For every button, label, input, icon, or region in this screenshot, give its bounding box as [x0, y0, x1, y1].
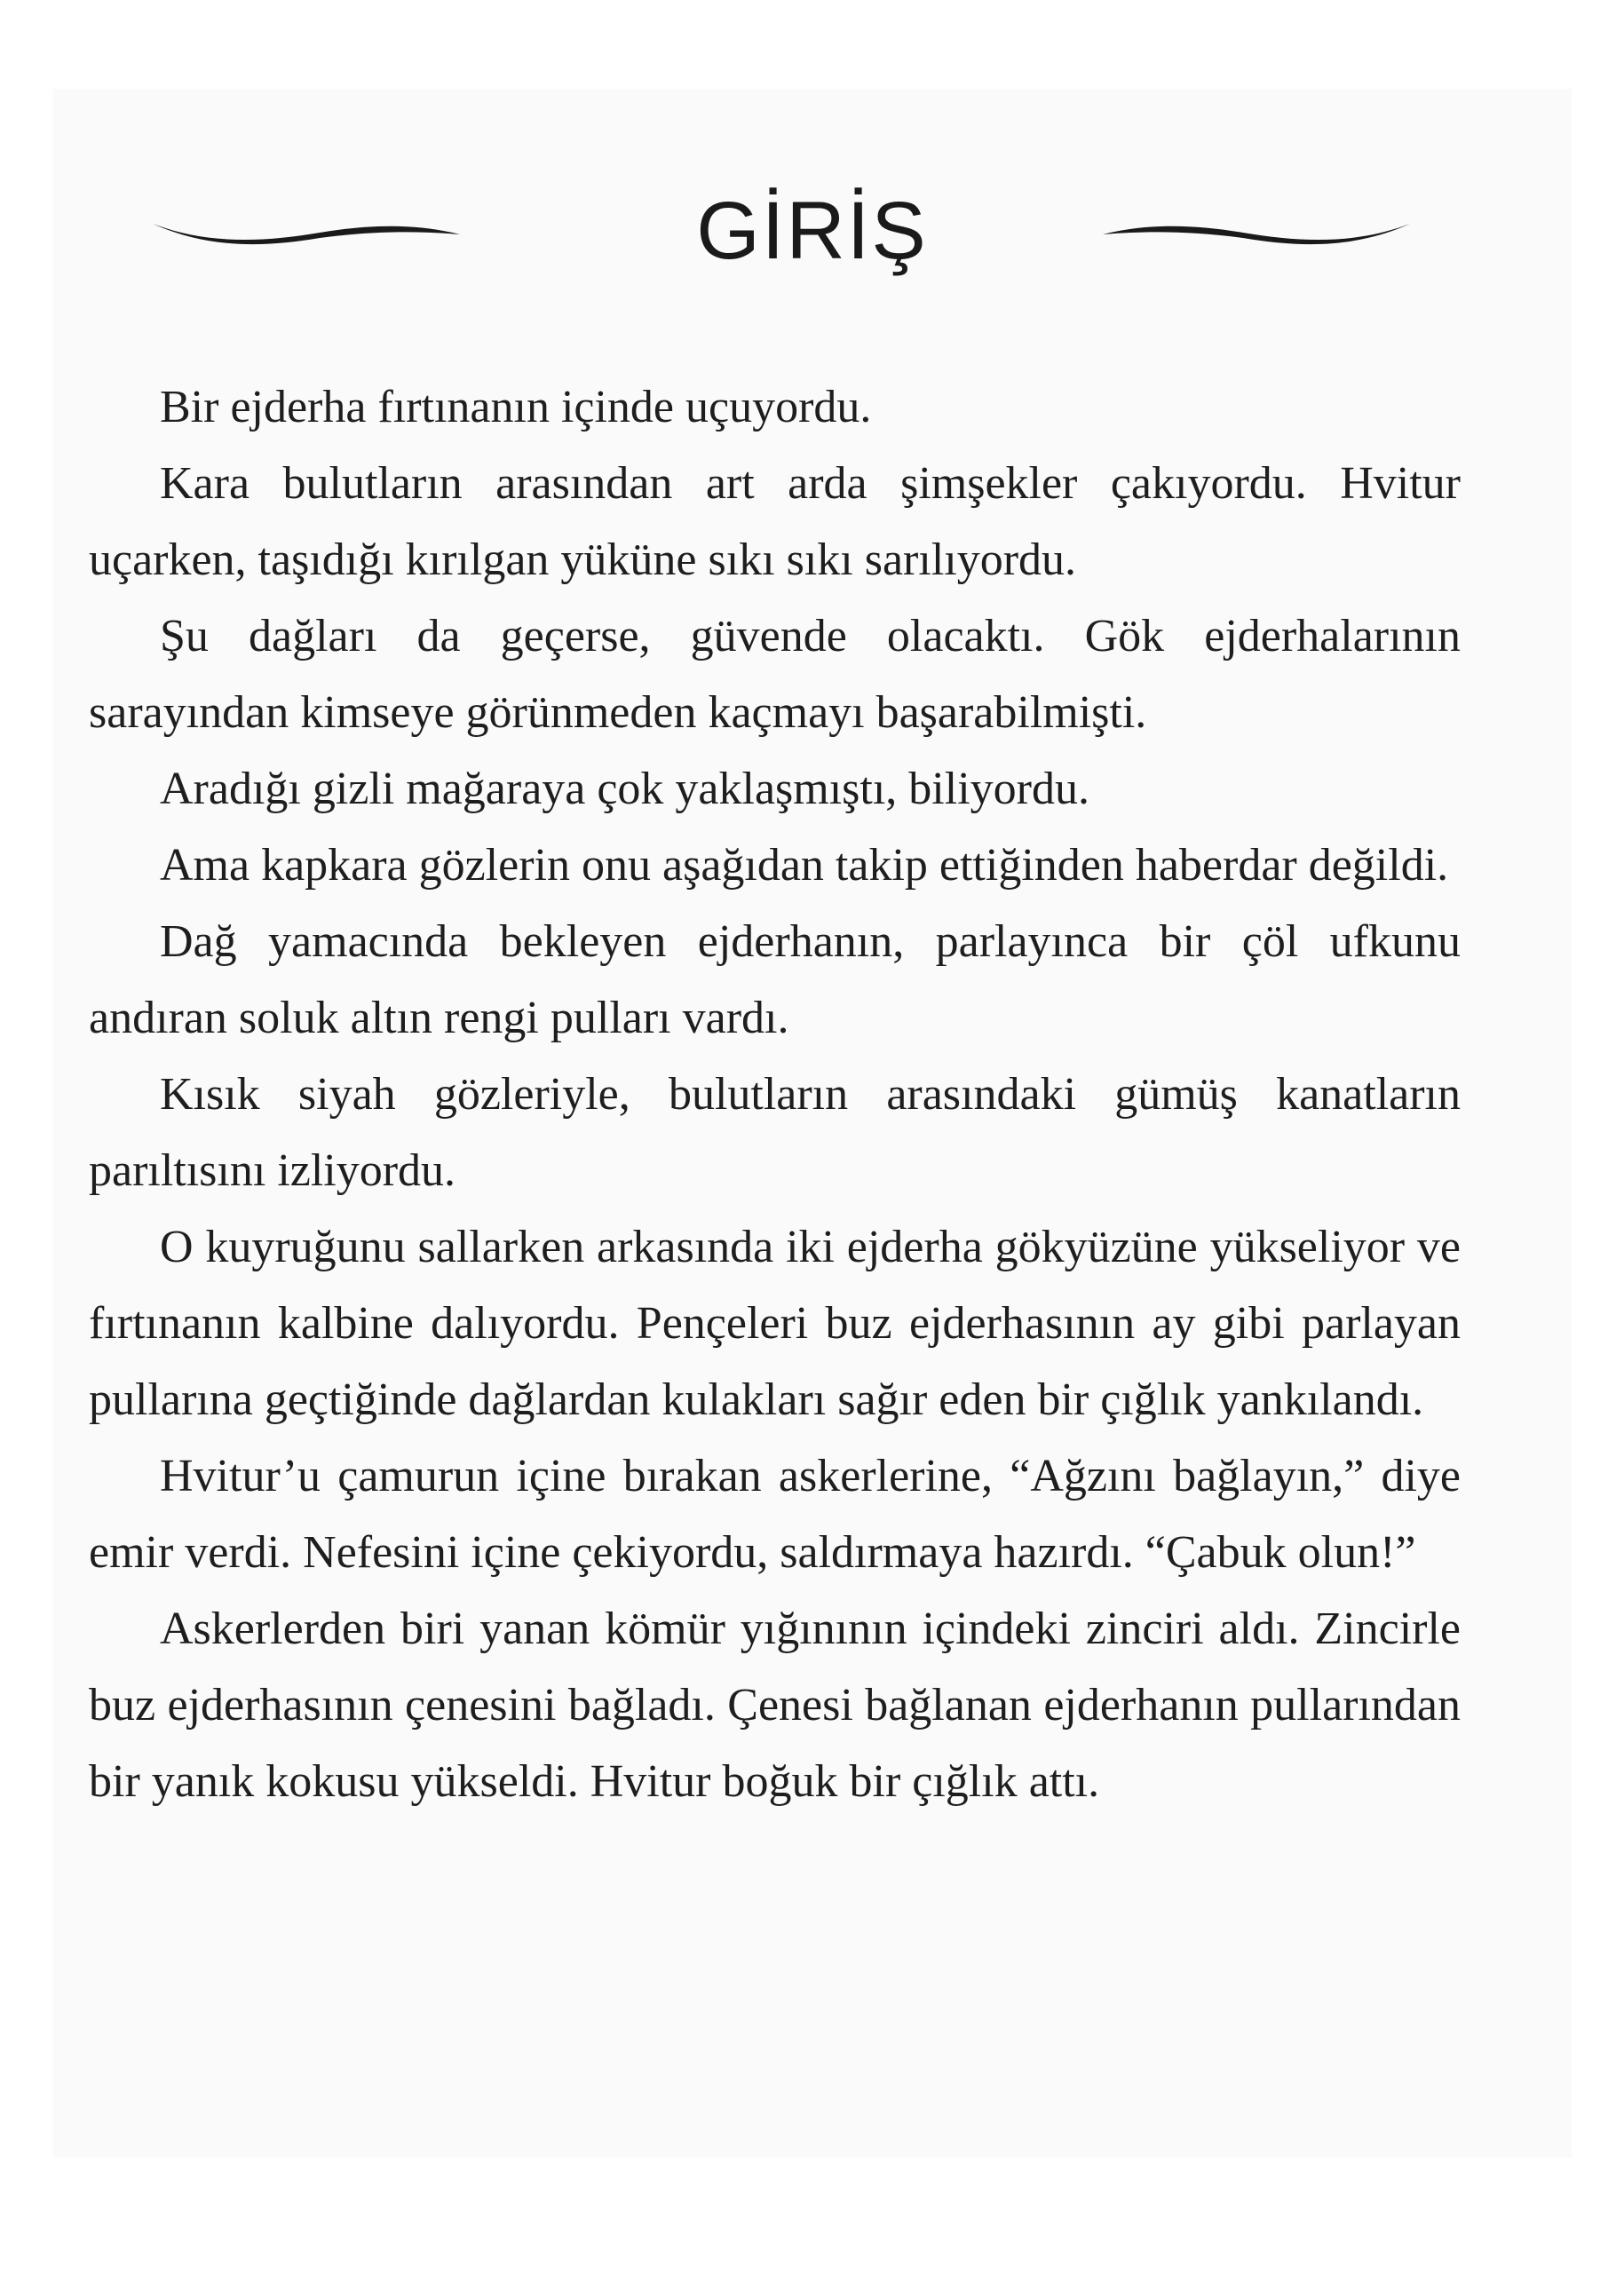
chapter-header: [0, 178, 1624, 302]
right-flourish-ornament: [1101, 213, 1412, 249]
paragraph: Kara bulutların arasından art arda şimşekler çakıyordu. Hvitur uçarken, taşıdığı kırılgan yüküne sıkı sıkı sarılıyordu.: [89, 458, 1461, 585]
paragraph: Şu dağları da geçerse, güvende olacaktı. Gök ejderhalarının sarayından kimseye görünmeden kaçmayı başarabilmişti.: [89, 611, 1461, 738]
paragraph: Aradığı gizli mağaraya çok yaklaşmıştı, biliyordu.: [160, 764, 1089, 814]
paragraph: Dağ yamacında bekleyen ejderhanın, parlayınca bir çöl ufkunu andıran soluk altın rengi pulları vardı.: [89, 916, 1461, 1043]
paragraph: Ama kapkara gözlerin onu aşağıdan takip ettiğinden haberdar değildi.: [160, 840, 1449, 891]
paragraph: Bir ejderha fırtınanın içinde uçuyordu.: [160, 382, 872, 432]
paragraph: Hvitur’u çamurun içine bırakan askerlerine, “Ağzını bağlayın,” diye emir verdi. Nefesini içine çekiyordu, saldırmaya hazırdı. “Çabuk olun!”: [89, 1451, 1461, 1578]
paragraph: Askerlerden biri yanan kömür yığınının içindeki zinciri aldı. Zincirle buz ejderhasının çenesini bağladı. Çenesi bağlanan ejderhanın pullarından bir yanık kokusu yükseldi. Hvitur boğuk bir çığlık attı.: [89, 1604, 1461, 1807]
chapter-title: GİRİŞ: [696, 186, 928, 276]
paragraph: Kısık siyah gözleriyle, bulutların arasındaki gümüş kanatların parıltısını izliyordu.: [89, 1069, 1461, 1196]
paragraph: O kuyruğunu sallarken arkasında iki ejderha gökyüzüne yükseliyor ve fırtınanın kalbine dalıyordu. Pençeleri buz ejderhasının ay gibi parlayan pullarına geçtiğinde dağlardan kulakları sağır eden bir çığlık yankılandı.: [89, 1222, 1461, 1425]
chapter-body: [89, 369, 1461, 1820]
